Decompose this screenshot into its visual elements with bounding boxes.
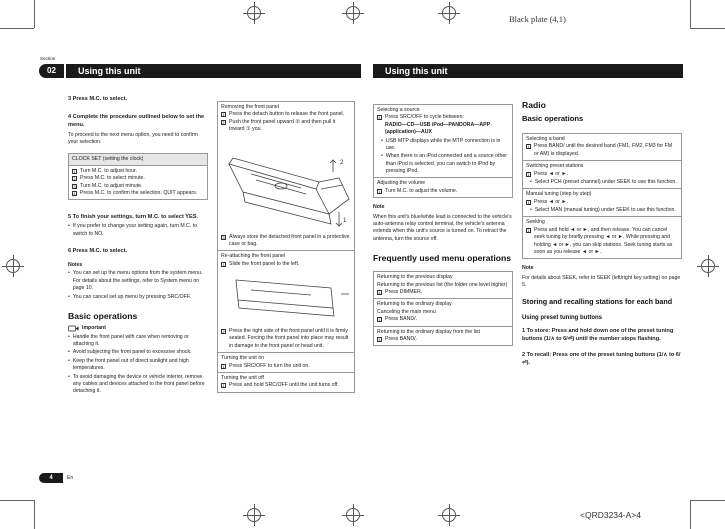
- registration-mark: [243, 2, 265, 24]
- menu-row-text: Returning to the ordinary display from the list: [377, 328, 480, 335]
- menu-row-text: Returning to the ordinary display Canceling the main menu: [377, 301, 452, 315]
- reattaching-step: Press the right side of the front panel until it is firmly seated. Forcing the front panel into place may result in damage to the front panel or head unit.: [229, 328, 349, 349]
- manual-bullet: Select MAN (manual tuning) under SEEK to use this function.: [534, 207, 676, 214]
- section-title-right: Using this unit: [373, 64, 683, 78]
- crop-mark: [690, 500, 691, 529]
- registration-mark: [438, 2, 460, 24]
- clock-step: Press M.C. to confirm the selection. QUIT appears.: [80, 190, 198, 197]
- registration-mark: [342, 504, 364, 526]
- turn-on-step: Press SRC/OFF to turn the unit on.: [229, 362, 310, 369]
- source-bullet: USB MTP displays while the MTP connection is in use.: [385, 137, 501, 151]
- menu-row-step: Press BAND/.: [385, 335, 417, 342]
- crop-mark: [690, 28, 725, 29]
- clock-step: Press M.C. to select minute.: [80, 175, 145, 182]
- radio-table: Selecting a band 1 Press BAND/ until the desired band (FM1, FM2, FM3 for FM or AM) is displayed. Switching preset stations 1 Press ◄ or ►. • Select PCH (preset channel) under SEEK to use this function. Manual tuning (step by step) 1 Press ◄ or ►. • Select MAN (manual tuning) under SEEK to use this function. Seeking 1 Press and hold ◄ or ►, and then release. You can cancel seek tuning by briefly pressing ◄ or ►. While pressing and holding ◄ or ►, you can skip stations. Seek tuning starts as soon as you release ◄ or ►.: [522, 133, 682, 259]
- preset-title: Switching preset stations: [526, 163, 584, 170]
- note-item: You can set up the menu options from the system menu. For details about the settings, refer to System menu on page 10.: [72, 270, 203, 292]
- using-preset-title: Using preset tuning buttons: [522, 314, 602, 321]
- important-label: Important: [82, 325, 106, 332]
- registration-mark: [342, 2, 364, 24]
- menu-row-step: Press BAND/.: [385, 316, 417, 323]
- band-step: Press BAND/ until the desired band (FM1, FM2, FM3 for FM or AM) is displayed.: [534, 143, 673, 157]
- crop-mark: [0, 28, 34, 29]
- black-plate-label: Black plate (4,1): [509, 14, 566, 24]
- crop-mark: [34, 500, 35, 529]
- arrow-label-1: 1: [343, 217, 347, 224]
- registration-mark: [243, 504, 265, 526]
- menu-row-text: Returning to the previous display Returning to the previous list (the folder one level higher): [377, 274, 508, 288]
- menu-operations-table: Returning to the previous display Returning to the previous list (the folder one level higher) 1 Press DIMMER. Returning to the ordinary display Canceling the main menu 1 Press BAND/. Returning to the ordinary display from the list 1 Press BAND/.: [373, 271, 513, 346]
- removing-step: Always store the detached front panel in a protective case or bag.: [229, 233, 350, 247]
- note-title: Note: [373, 204, 385, 211]
- removing-step: Press the detach button to release the front panel.: [229, 111, 345, 118]
- step-4: 4 Complete the procedure outlined below to set the menu.: [68, 113, 205, 128]
- step-5-bullet: If you prefer to change your setting again, turn M.C. to switch to NO.: [72, 223, 198, 237]
- front-panel-table: Removing the front panel 1 Press the detach button to release the front panel. 2 Push the front panel upward ② and then pull it toward ① you. 2 1 3 Always store the detached front panel in a protective case or bag. Re-attaching the front panel 1 Slide the front panel to the left. 2 Press the right side of the front panel until it is firmly seated. Forcing the front panel into place may result in damage to the front panel or head unit. Turning the unit on 1 Press SRC/OFF to turn the unit on. Turning the unit off 1 Press and hold SRC/OFF until the unit turns off.: [217, 101, 355, 393]
- band-title: Selecting a band: [526, 136, 565, 143]
- manual-step: Press ◄ or ►.: [534, 198, 568, 205]
- column-3: [373, 104, 513, 346]
- column-1: 3 Press M.C. to select. 4 Complete the procedure outlined below to set the menu. To proceed to the next menu option, you need to confirm your selection. CLOCK SET (setting the clock) 1 Turn M.C. to adjust hour. 2 Press M.C. to select minute. 3 Turn M.C. to adjust minute. 4 Press M.C. to confirm the selection. QUIT appears. 5 To finish your settings, turn M.C. to select YES. • If you prefer to change your setting again, turn M.C. to switch to NO. 6 Press M.C. to select. Notes • You can set up the menu options from the system menu. For details about the settings, refer to System menu on page 10. • You can cancel set up menu by pressing SRC/OFF. Basic operations Important • Handle the front panel with care when removing or attaching it. • Avoid subjecting the front panel to excessive shock. • Keep the front panel out of direct sunlight and high temperatures. • To avoid damaging the device or vehicle interior, remove any cables and devices attached to the front panel before detaching it.: [68, 96, 208, 396]
- crop-mark: [690, 0, 691, 28]
- front-panel-attach-illustration: [221, 268, 351, 328]
- document-code: <QRD3234-A>4: [580, 510, 641, 520]
- source-table: Selecting a source 1 Press SRC/OFF to cycle between: RADIO—CD—USB iPod—PANDORA—APP (application)—AUX • USB MTP displays while the MTP connection is in use. • When there is an iPod connected and a source other than iPod is selected, you can switch to iPod by pressing iPod. Adjusting the volume 1 Turn M.C. to adjust the volume.: [373, 104, 513, 198]
- source-bullet: When there is an iPod connected and a source other than iPod is selected, you can switch to iPod by pressing iPod.: [385, 153, 507, 174]
- radio-note: For details about SEEK, refer to SEEK (left/right key setting) on page 5.: [522, 274, 681, 289]
- arrow-label-2: 2: [340, 159, 344, 166]
- menu-row-step: Press DIMMER.: [385, 289, 423, 296]
- source-cycle: RADIO—CD—USB iPod—PANDORA—APP (application)—AUX: [385, 121, 491, 136]
- clock-set-box: CLOCK SET (setting the clock) 1 Turn M.C. to adjust hour. 2 Press M.C. to select minute. 3 Turn M.C. to adjust minute. 4 Press M.C. to confirm the selection. QUIT appears.: [68, 153, 208, 201]
- crop-mark: [0, 500, 34, 501]
- important-icon: [68, 325, 79, 332]
- language-label: En: [67, 475, 74, 481]
- section-title-left: Using this unit: [66, 64, 361, 78]
- seek-title: Seeking: [526, 219, 545, 226]
- step-6: 6 Press M.C. to select.: [68, 248, 128, 255]
- step-3: 3 Press M.C. to select.: [68, 96, 128, 102]
- turn-off-title: Turning the unit off: [221, 374, 264, 381]
- reattaching-title: Re-attaching the front panel: [221, 253, 286, 260]
- preset-bullet: Select PCH (preset channel) under SEEK to use this function.: [534, 178, 677, 185]
- radio-basic-operations-title: Basic operations: [522, 114, 584, 124]
- step-5: 5 To finish your settings, turn M.C. to select YES.: [68, 214, 199, 221]
- removing-step: Push the front panel upward ② and then pull it toward ① you.: [229, 118, 336, 133]
- radio-title: Radio: [522, 100, 546, 110]
- column-2: [217, 101, 355, 393]
- radio-note-title: Note: [522, 265, 534, 272]
- store-step-1: 1 To store: Press and hold down one of the preset tuning buttons (1/∧ to 6/⏎) until the number stops flashing.: [522, 328, 674, 343]
- volume-step: Turn M.C. to adjust the volume.: [385, 187, 458, 194]
- manual-title: Manual tuning (step by step): [526, 191, 592, 198]
- important-item: Handle the front panel with care when removing or attaching it.: [72, 333, 189, 347]
- basic-operations-title: Basic operations: [68, 310, 138, 321]
- volume-title: Adjusting the volume: [377, 180, 426, 187]
- seek-step: Press and hold ◄ or ►, and then release. You can cancel seek tuning by briefly pressing ◄ or ►. While pressing and holding ◄ or ►, you can skip stations. Seek tuning starts as soon as you release ◄ or ►.: [534, 226, 673, 255]
- step-4-para: To proceed to the next menu option, you need to confirm your selection.: [68, 131, 198, 146]
- front-panel-removal-illustration: [221, 134, 351, 234]
- note-item: You can cancel set up menu by pressing SRC/OFF.: [72, 293, 191, 300]
- selecting-source-title: Selecting a source: [377, 107, 420, 113]
- clock-step: Turn M.C. to adjust hour.: [80, 167, 137, 174]
- store-step-2: 2 To recall: Press one of the preset tuning buttons (1/∧ to 6/⏎).: [522, 352, 681, 367]
- section-label: Section: [40, 56, 56, 61]
- crop-mark: [34, 0, 35, 28]
- turn-on-title: Turning the unit on: [221, 355, 265, 362]
- important-item: Avoid subjecting the front panel to excessive shock.: [72, 349, 192, 356]
- registration-mark: [697, 255, 719, 277]
- storing-title: Storing and recalling stations for each band: [522, 297, 673, 307]
- page-number: 4: [39, 473, 63, 483]
- important-item: Keep the front panel out of direct sunlight and high temperatures.: [72, 357, 189, 372]
- turn-off-step: Press and hold SRC/OFF until the unit turns off.: [229, 382, 339, 389]
- crop-mark: [690, 500, 725, 501]
- clock-step: Turn M.C. to adjust minute.: [80, 182, 143, 189]
- antenna-note: When this unit's blue/white lead is connected to the vehicle's auto-antenna relay control terminal, the vehicle's antenna extends when this unit's source is turned on. To retract the antenna, turn the source off.: [373, 213, 512, 242]
- selecting-source-step: Press SRC/OFF to cycle between:: [385, 114, 464, 121]
- important-item: To avoid damaging the device or vehicle interior, remove any cables and devices attached to the front panel before detaching it.: [72, 373, 205, 395]
- registration-mark: [2, 255, 24, 277]
- notes-title: Notes: [68, 262, 83, 269]
- registration-mark: [438, 504, 460, 526]
- reattaching-step: Slide the front panel to the left.: [229, 260, 300, 267]
- preset-step: Press ◄ or ►.: [534, 170, 568, 177]
- section-number: 02: [39, 64, 64, 78]
- column-4: [522, 100, 682, 368]
- frequently-used-menus-title: Frequently used menu operations: [373, 253, 511, 263]
- removing-title: Removing the front panel: [221, 104, 279, 110]
- clock-box-header: CLOCK SET (setting the clock): [69, 154, 207, 166]
